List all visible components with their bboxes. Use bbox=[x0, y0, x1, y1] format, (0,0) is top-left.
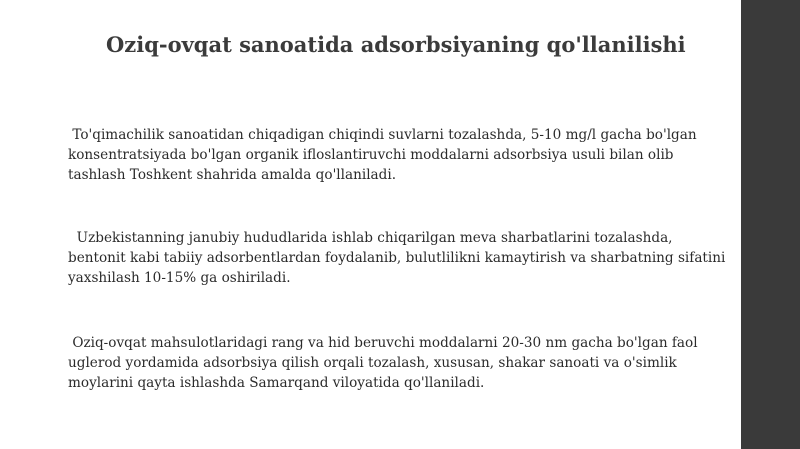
paragraph-activated-carbon: Oziq-ovqat mahsulotlaridagi rang va hid beruvchi moddalarni 20-30 nm gacha bo'lgan faol uglerod yordamida adsorbsiya qilish orqali tozalash, xususan, shakar sanoati va o'simlik moylarini qayta ishlashda Samarqand viloyatida qo'llaniladi. bbox=[68, 335, 702, 391]
slide-title: Oziq-ovqat sanoatida adsorbsiyaning qo'llanilishi bbox=[106, 32, 686, 57]
paragraph-textile-wastewater: To'qimachilik sanoatidan chiqadigan chiqindi suvlarni tozalashda, 5-10 mg/l gacha bo'lgan konsentratsiyada bo'lgan organik ifloslantiruvchi moddalarni adsorbsiya usuli bilan olib tashlash Toshkent shahrida amalda qo'llaniladi. bbox=[68, 127, 701, 183]
paragraph-fruit-juice: Uzbekistanning janubiy hududlarida ishlab chiqarilgan meva sharbatlarini tozalashda, bentonit kabi tabiiy adsorbentlardan foydalanib, bulutlilikni kamaytirish va sharbatning sifatini yaxshilash 10-15% ga oshiriladi. bbox=[68, 230, 730, 286]
side-bar-decoration bbox=[741, 0, 800, 449]
